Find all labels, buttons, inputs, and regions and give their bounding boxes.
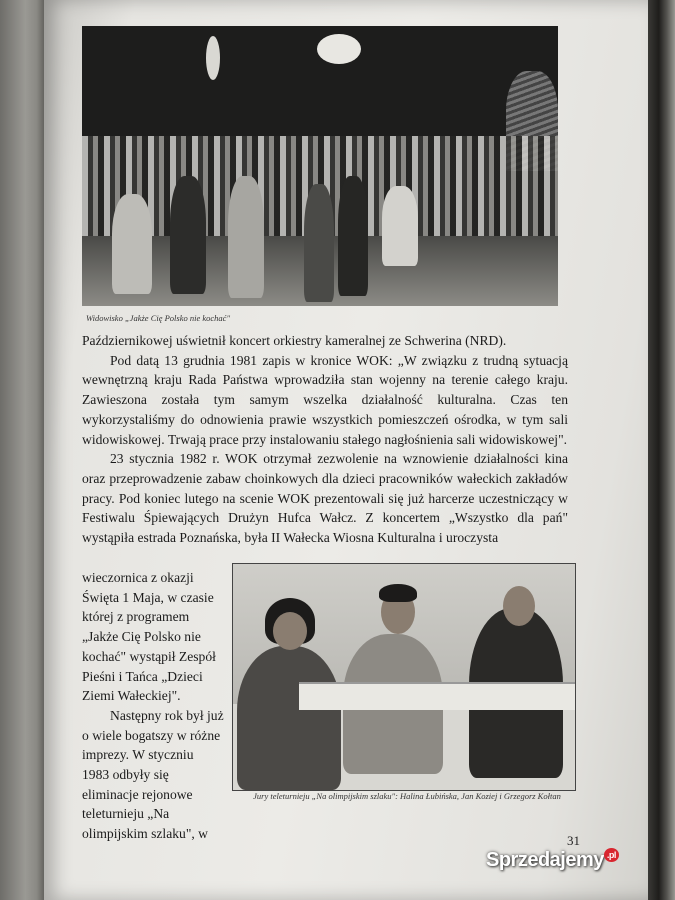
stage-lamp (317, 34, 361, 64)
photo-caption-bottom: Jury teleturnieju „Na olimpijskim szlaku": Halina Łubińska, Jan Koziej i Grzegorz Kołtan (253, 791, 561, 801)
dancer-figure (382, 186, 418, 266)
dancer-figure (304, 184, 334, 302)
body-text-column (82, 568, 224, 844)
right-page-edge (648, 0, 675, 900)
dancer-figure (228, 176, 264, 298)
paragraph: wieczornica z okazji Święta 1 Maja, w czasie której z programem „Jakże Cię Polsko nie kochać" wystąpił Zespół Pieśni i Tańca „Dzieci Ziemi Wałeckiej". (82, 570, 216, 704)
site-watermark (486, 849, 619, 872)
jury-member-hair (379, 584, 417, 602)
dancer-figure (338, 176, 368, 296)
paragraph: Październikowej uświetnił koncert orkiestry kameralnej ze Schwerina (NRD). (82, 333, 507, 348)
jury-member-face (273, 612, 307, 650)
page-number: 31 (567, 833, 580, 848)
jury-member (237, 646, 341, 790)
stage-lamp (206, 36, 220, 80)
paragraph: Następny rok był już o wiele bogatszy w różne imprezy. W styczniu 1983 odbyły się eliminacje rejonowe teleturnieju „Na olimpijskim szlaku", w (82, 707, 224, 842)
jury-table (299, 682, 575, 710)
paragraph: 23 stycznia 1982 r. WOK otrzymał zezwolenie na wznowienie działalności kina oraz przeprowadzenie zabaw choinkowych dla dzieci pracowników wałeckich zakładów pracy. Pod koniec lutego na scenie WOK prezentowali się już harcerze uczestniczący w Festiwalu Śpiewających Drużyn Hufca Wałcz. Z koncertem „Wszystko dla pań" wystąpiła estrada Poznańska, była II Wałecka Wiosna Kulturalna i uroczysta (82, 451, 568, 546)
dance-show-photo (82, 26, 558, 306)
watermark-suffix: .pl (604, 848, 619, 862)
watermark-text: Sprzedajemy (486, 849, 604, 871)
dancer-figure (112, 194, 152, 294)
dancer-figure (170, 176, 206, 294)
body-text-full-width (82, 331, 568, 548)
photo-caption-top: Widowisko „Jakże Cię Polsko nie kochać" (86, 313, 231, 323)
jury-member-face (503, 586, 535, 626)
paragraph: Pod datą 13 grudnia 1981 zapis w kronice WOK: „W związku z trudną sytuacją wewnętrzną kraju Rada Państwa wprowadziła stan wojenny na terenie całego kraju. Zawieszona została tym samym wszelka działalność kulturalna. Czas ten wykorzystaliśmy do odnowienia prawie wszystkich pomieszczeń ośrodka, w tym sali widowiskowej. Trwają prace przy instalowaniu stałego nagłośnienia sali widowiskowej". (82, 352, 568, 447)
left-page-edge (0, 0, 46, 900)
jury-photo (232, 563, 576, 791)
